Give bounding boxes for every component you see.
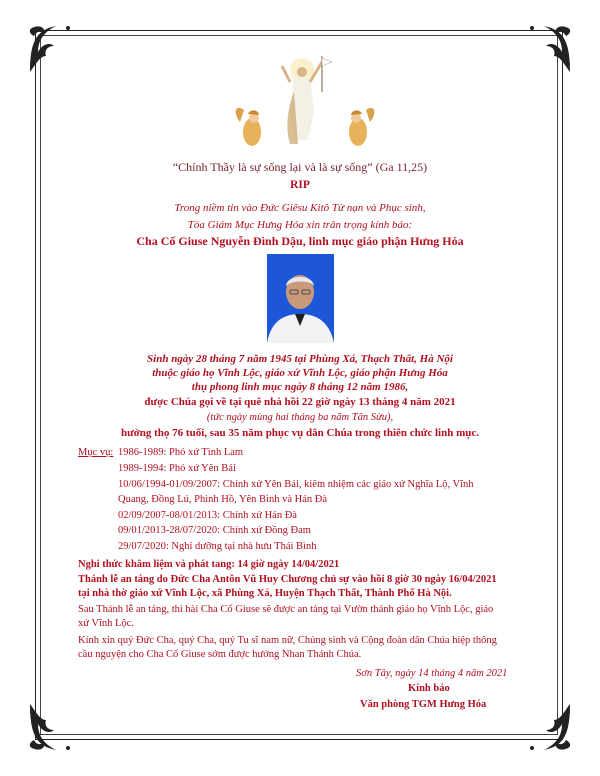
ministry-item: 09/01/2013-28/07/2020: Chính xứ Đồng Đam — [118, 525, 311, 536]
bio-ordination: thụ phong linh mục ngày 8 tháng 12 năm 1986, — [191, 381, 409, 393]
risen-christ-image — [230, 52, 380, 152]
ministry-item: 02/09/2007-08/01/2013: Chính xứ Hán Đà — [118, 510, 297, 521]
ministry-item: 1989-1994: Phó xứ Yên Bái — [118, 463, 236, 474]
bio-birth: Sinh ngày 28 tháng 7 năm 1945 tại Phùng Xá, Thạch Thất, Hà Nội — [147, 353, 453, 365]
funeral-mass-line-1: Thánh lễ an táng do Đức Cha Antôn Vũ Huy Chương chủ sự vào hồi 8 giờ 30 ngày 16/04/2021 — [78, 574, 497, 585]
praying-angel-right-icon — [349, 108, 374, 146]
kinh-bao: Kính báo — [408, 683, 450, 694]
ornamental-corner-icon — [520, 22, 574, 76]
funeral-viewing: Nghi thức khâm liệm và phát tang: 14 giờ ngày 14/04/2021 — [78, 559, 340, 570]
funeral-mass-line-2: tại nhà thờ giáo xứ Vĩnh Lộc, xã Phùng Xá, Huyện Thạch Thất, Thành Phố Hà Nội. — [78, 588, 452, 599]
scripture-quote: “Chính Thầy là sự sống lại và là sự sống” (Ga 11,25) — [172, 160, 428, 174]
ornamental-corner-icon — [26, 22, 80, 76]
rip-heading: RIP — [290, 179, 310, 191]
ornamental-corner-icon — [26, 700, 80, 754]
ministry-item: 29/07/2020: Nghỉ dưỡng tại nhà hưu Thái Bình — [118, 541, 317, 552]
ministry-item: 10/06/1994-01/09/2007: Chính xứ Yên Bái, kiêm nhiệm các giáo xứ Nghĩa Lộ, Vĩnh — [118, 479, 474, 490]
ministry-item: 1986-1989: Phó xứ Tình Lam — [118, 447, 244, 458]
office-signature: Văn phòng TGM Hưng Hóa — [360, 699, 487, 710]
ministry-label: Mục vụ: — [78, 447, 114, 458]
priest-portrait-photo — [267, 254, 334, 343]
bio-parish: thuộc giáo họ Vĩnh Lộc, giáo xứ Vĩnh Lộc, giáo phận Hưng Hóa — [152, 367, 448, 379]
bio-age-service: hưởng thọ 76 tuổi, sau 35 năm phục vụ dân Chúa trong thiên chức linh mục. — [120, 427, 480, 439]
ornamental-corner-icon — [520, 700, 574, 754]
christ-figure-icon — [282, 56, 332, 144]
intro-line-1: Trong niềm tin vào Đức Giêsu Kitô Tử nạn và Phục sinh, — [174, 202, 426, 214]
ministry-item: Quang, Đồng Lú, Phình Hồ, Yên Bình và Hán Đà — [118, 494, 328, 505]
place-date: Sơn Tây, ngày 14 tháng 4 năm 2021 — [356, 668, 508, 679]
prayer-line-1: Kính xin quý Đức Cha, quý Cha, quý Tu sĩ nam nữ, Chủng sinh và Cộng đoàn dân Chúa hiệp thông — [78, 635, 497, 646]
prayer-line-2: cầu nguyện cho Cha Cố Giuse sớm được hưởng Nhan Thánh Chúa. — [78, 649, 362, 660]
bio-lunar-date: (tức ngày mùng hai tháng ba năm Tân Sửu), — [206, 412, 394, 423]
praying-angel-left-icon — [236, 108, 261, 146]
intro-line-2: Tòa Giám Mục Hưng Hóa xin trân trọng kính báo: — [187, 219, 413, 231]
burial-line-1: Sau Thánh lễ an táng, thi hài Cha Cố Giuse sẽ được an táng tại Vườn thánh giáo họ Vĩnh Lộc, giáo — [78, 604, 494, 615]
burial-line-2: xứ Vĩnh Lộc. — [78, 618, 134, 629]
bio-death: được Chúa gọi về tại quê nhà hồi 22 giờ ngày 13 tháng 4 năm 2021 — [144, 396, 456, 408]
deceased-name: Cha Cố Giuse Nguyễn Đình Dậu, linh mục giáo phận Hưng Hóa — [136, 234, 464, 248]
